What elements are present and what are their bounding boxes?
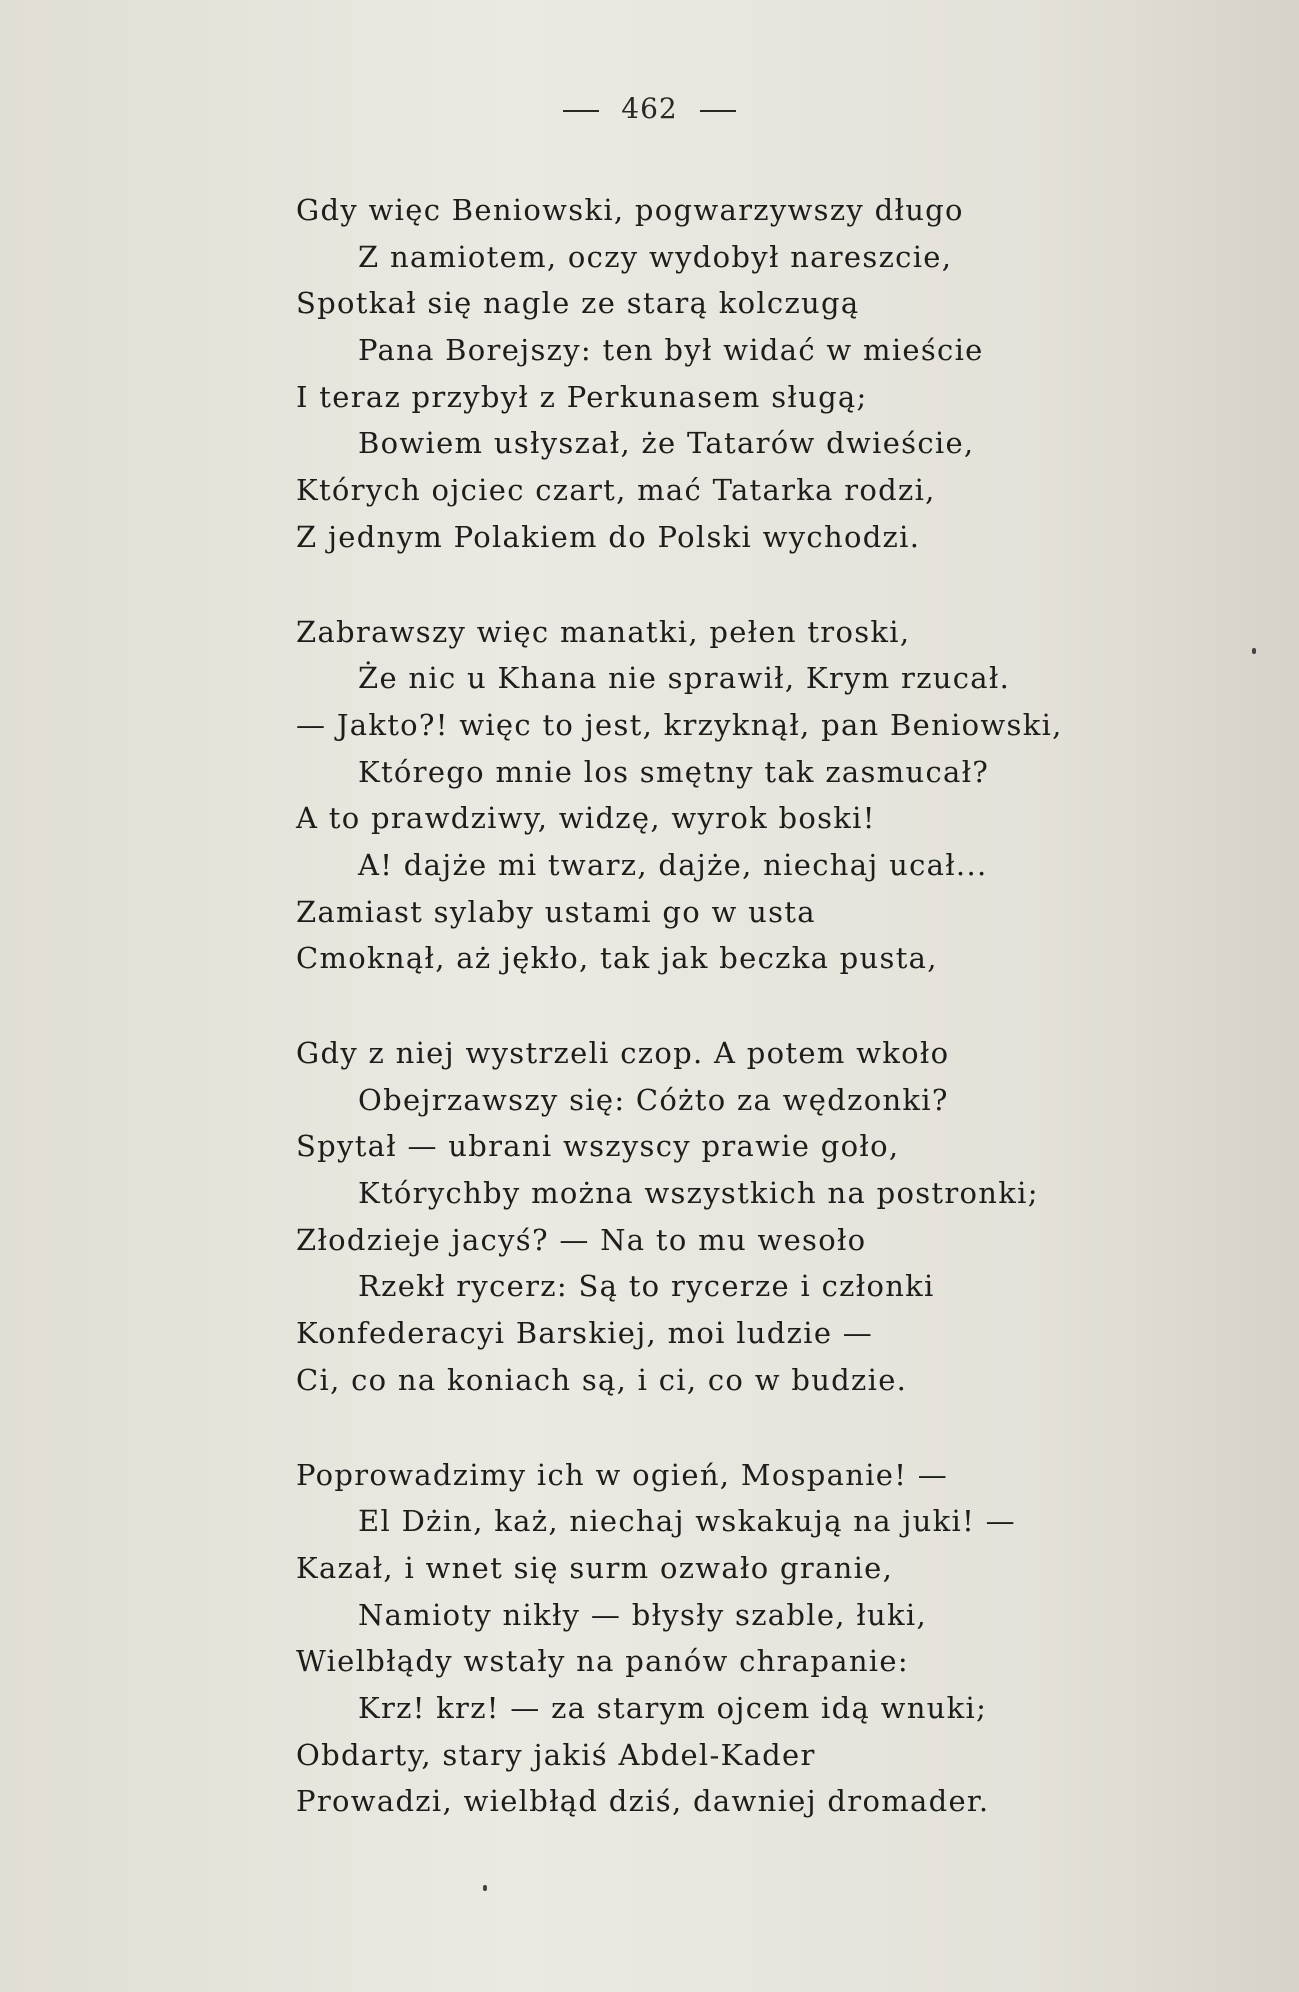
verse-line: Spytał — ubrani wszyscy prawie goło, xyxy=(296,1129,900,1164)
verse-line: I teraz przybył z Perkunasem sługą; xyxy=(296,379,868,414)
verse-line: Z jednym Polakiem do Polski wychodzi. xyxy=(296,519,921,554)
verse-line: Cmoknął, aż jękło, tak jak beczka pusta, xyxy=(296,941,938,976)
verse-line: Poprowadzimy ich w ogień, Mospanie! — xyxy=(296,1457,949,1492)
right-dash xyxy=(700,110,736,112)
stanza-1 xyxy=(296,187,1196,561)
verse-line: A! dajże mi twarz, dajże, niechaj ucał... xyxy=(358,847,988,882)
verse-line: Złodzieje jacyś? — Na to mu wesoło xyxy=(296,1222,867,1257)
stanza-3 xyxy=(296,1030,1196,1404)
stanza-4 xyxy=(296,1452,1196,1826)
paper-speck xyxy=(1252,648,1256,654)
verse-line: El Dżin, każ, niechaj wskakują na juki! — xyxy=(358,1504,1016,1539)
left-dash xyxy=(563,110,599,112)
verse-line: Obdarty, stary jakiś Abdel-Kader xyxy=(296,1737,816,1772)
verse-line: Wielbłądy wstały na panów chrapanie: xyxy=(296,1644,909,1679)
verse-line: Kazał, i wnet się surm ozwało granie, xyxy=(296,1550,894,1585)
verse-line: Zamiast sylaby ustami go w usta xyxy=(296,894,816,929)
verse-line: Którego mnie los smętny tak zasmucał? xyxy=(358,754,990,789)
verse-line: Których ojciec czart, mać Tatarka rodzi, xyxy=(296,473,936,508)
verse-line: Obejrzawszy się: Cóżto za wędzonki? xyxy=(358,1082,949,1117)
verse-line: Krz! krz! — za starym ojcem idą wnuki; xyxy=(358,1690,988,1725)
verse-line: A to prawdziwy, widzę, wyrok boski! xyxy=(296,801,876,836)
verse-line: Którychby można wszystkich na postronki; xyxy=(358,1176,1039,1211)
verse-line: Pana Borejszy: ten był widać w mieście xyxy=(358,333,984,368)
verse-line: Rzekł rycerz: Są to rycerze i członki xyxy=(358,1269,935,1304)
verse-line: Namioty nikły — błysły szable, łuki, xyxy=(358,1597,927,1632)
verse-line: Bowiem usłyszał, że Tatarów dwieście, xyxy=(358,426,975,461)
verse-line: Konfederacyi Barskiej, moi ludzie — xyxy=(296,1316,874,1351)
verse-line: Gdy z niej wystrzeli czop. A potem wkoło xyxy=(296,1036,950,1070)
stanza-2 xyxy=(296,609,1196,983)
verse-line: Prowadzi, wielbłąd dziś, dawniej dromader. xyxy=(296,1784,990,1819)
poem-text xyxy=(296,187,1196,1873)
verse-line: Z namiotem, oczy wydobył nareszcie, xyxy=(358,239,953,274)
page-number-header xyxy=(0,92,1299,125)
verse-line: Zabrawszy więc manatki, pełen troski, xyxy=(296,614,911,649)
paper-speck xyxy=(483,1885,487,1891)
verse-line: — Jakto?! więc to jest, krzyknął, pan Beniowski, xyxy=(296,707,1063,742)
verse-line: Że nic u Khana nie sprawił, Krym rzucał. xyxy=(358,661,1011,696)
verse-line: Gdy więc Beniowski, pogwarzywszy długo xyxy=(296,193,964,227)
verse-line: Ci, co na koniach są, i ci, co w budzie. xyxy=(296,1362,908,1397)
verse-line: Spotkał się nagle ze starą kolczugą xyxy=(296,286,860,321)
page-number: 462 xyxy=(621,92,678,125)
